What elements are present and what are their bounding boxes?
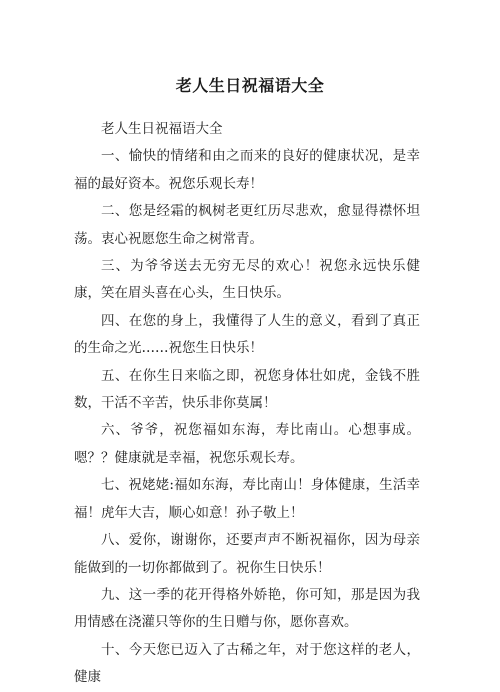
document-body — [74, 116, 420, 692]
paragraph-9: 九、这一季的花开得格外娇艳，你可知，那是因为我用情感在浇灌只等你的生日赠与你，愿你喜欢。 — [74, 586, 420, 631]
paragraph-1: 一、愉快的情绪和由之而来的良好的健康状况，是幸福的最好资本。祝您乐观长寿！ — [74, 148, 420, 192]
paragraph-7: 七、祝姥姥:福如东海，寿比南山！身体健康，生活幸福！虎年大吉，顺心如意！孙子敬上！ — [74, 477, 420, 521]
document-subtitle: 老人生日祝福语大全 — [101, 121, 223, 137]
paragraph-10: 十、今天您已迈入了古稀之年，对于您这样的老人，健康 — [74, 641, 420, 686]
paragraph-2: 二、您是经霜的枫树老更红历尽悲欢，愈显得襟怀坦荡。衷心祝愿您生命之树常青。 — [74, 203, 420, 247]
paragraph-6: 六、爷爷，祝您福如东海，寿比南山。心想事成。嗯？？健康就是幸福，祝您乐观长寿。 — [74, 422, 420, 466]
document-title: 老人生日祝福语大全 — [175, 76, 325, 95]
paragraph-3: 三、为爷爷送去无穷无尽的欢心！祝您永远快乐健康，笑在眉头喜在心头，生日快乐。 — [74, 258, 420, 302]
paragraph-8: 八、爱你，谢谢你，还要声声不断祝福你，因为母亲能做到的一切你都做到了。祝你生日快乐！ — [74, 532, 420, 576]
paragraph-4: 四、在您的身上，我懂得了人生的意义，看到了真正的生命之光……祝您生日快乐！ — [74, 312, 420, 357]
paragraph-5: 五、在你生日来临之即，祝您身体壮如虎，金钱不胜数，干活不辛苦，快乐非你莫属！ — [74, 367, 420, 412]
